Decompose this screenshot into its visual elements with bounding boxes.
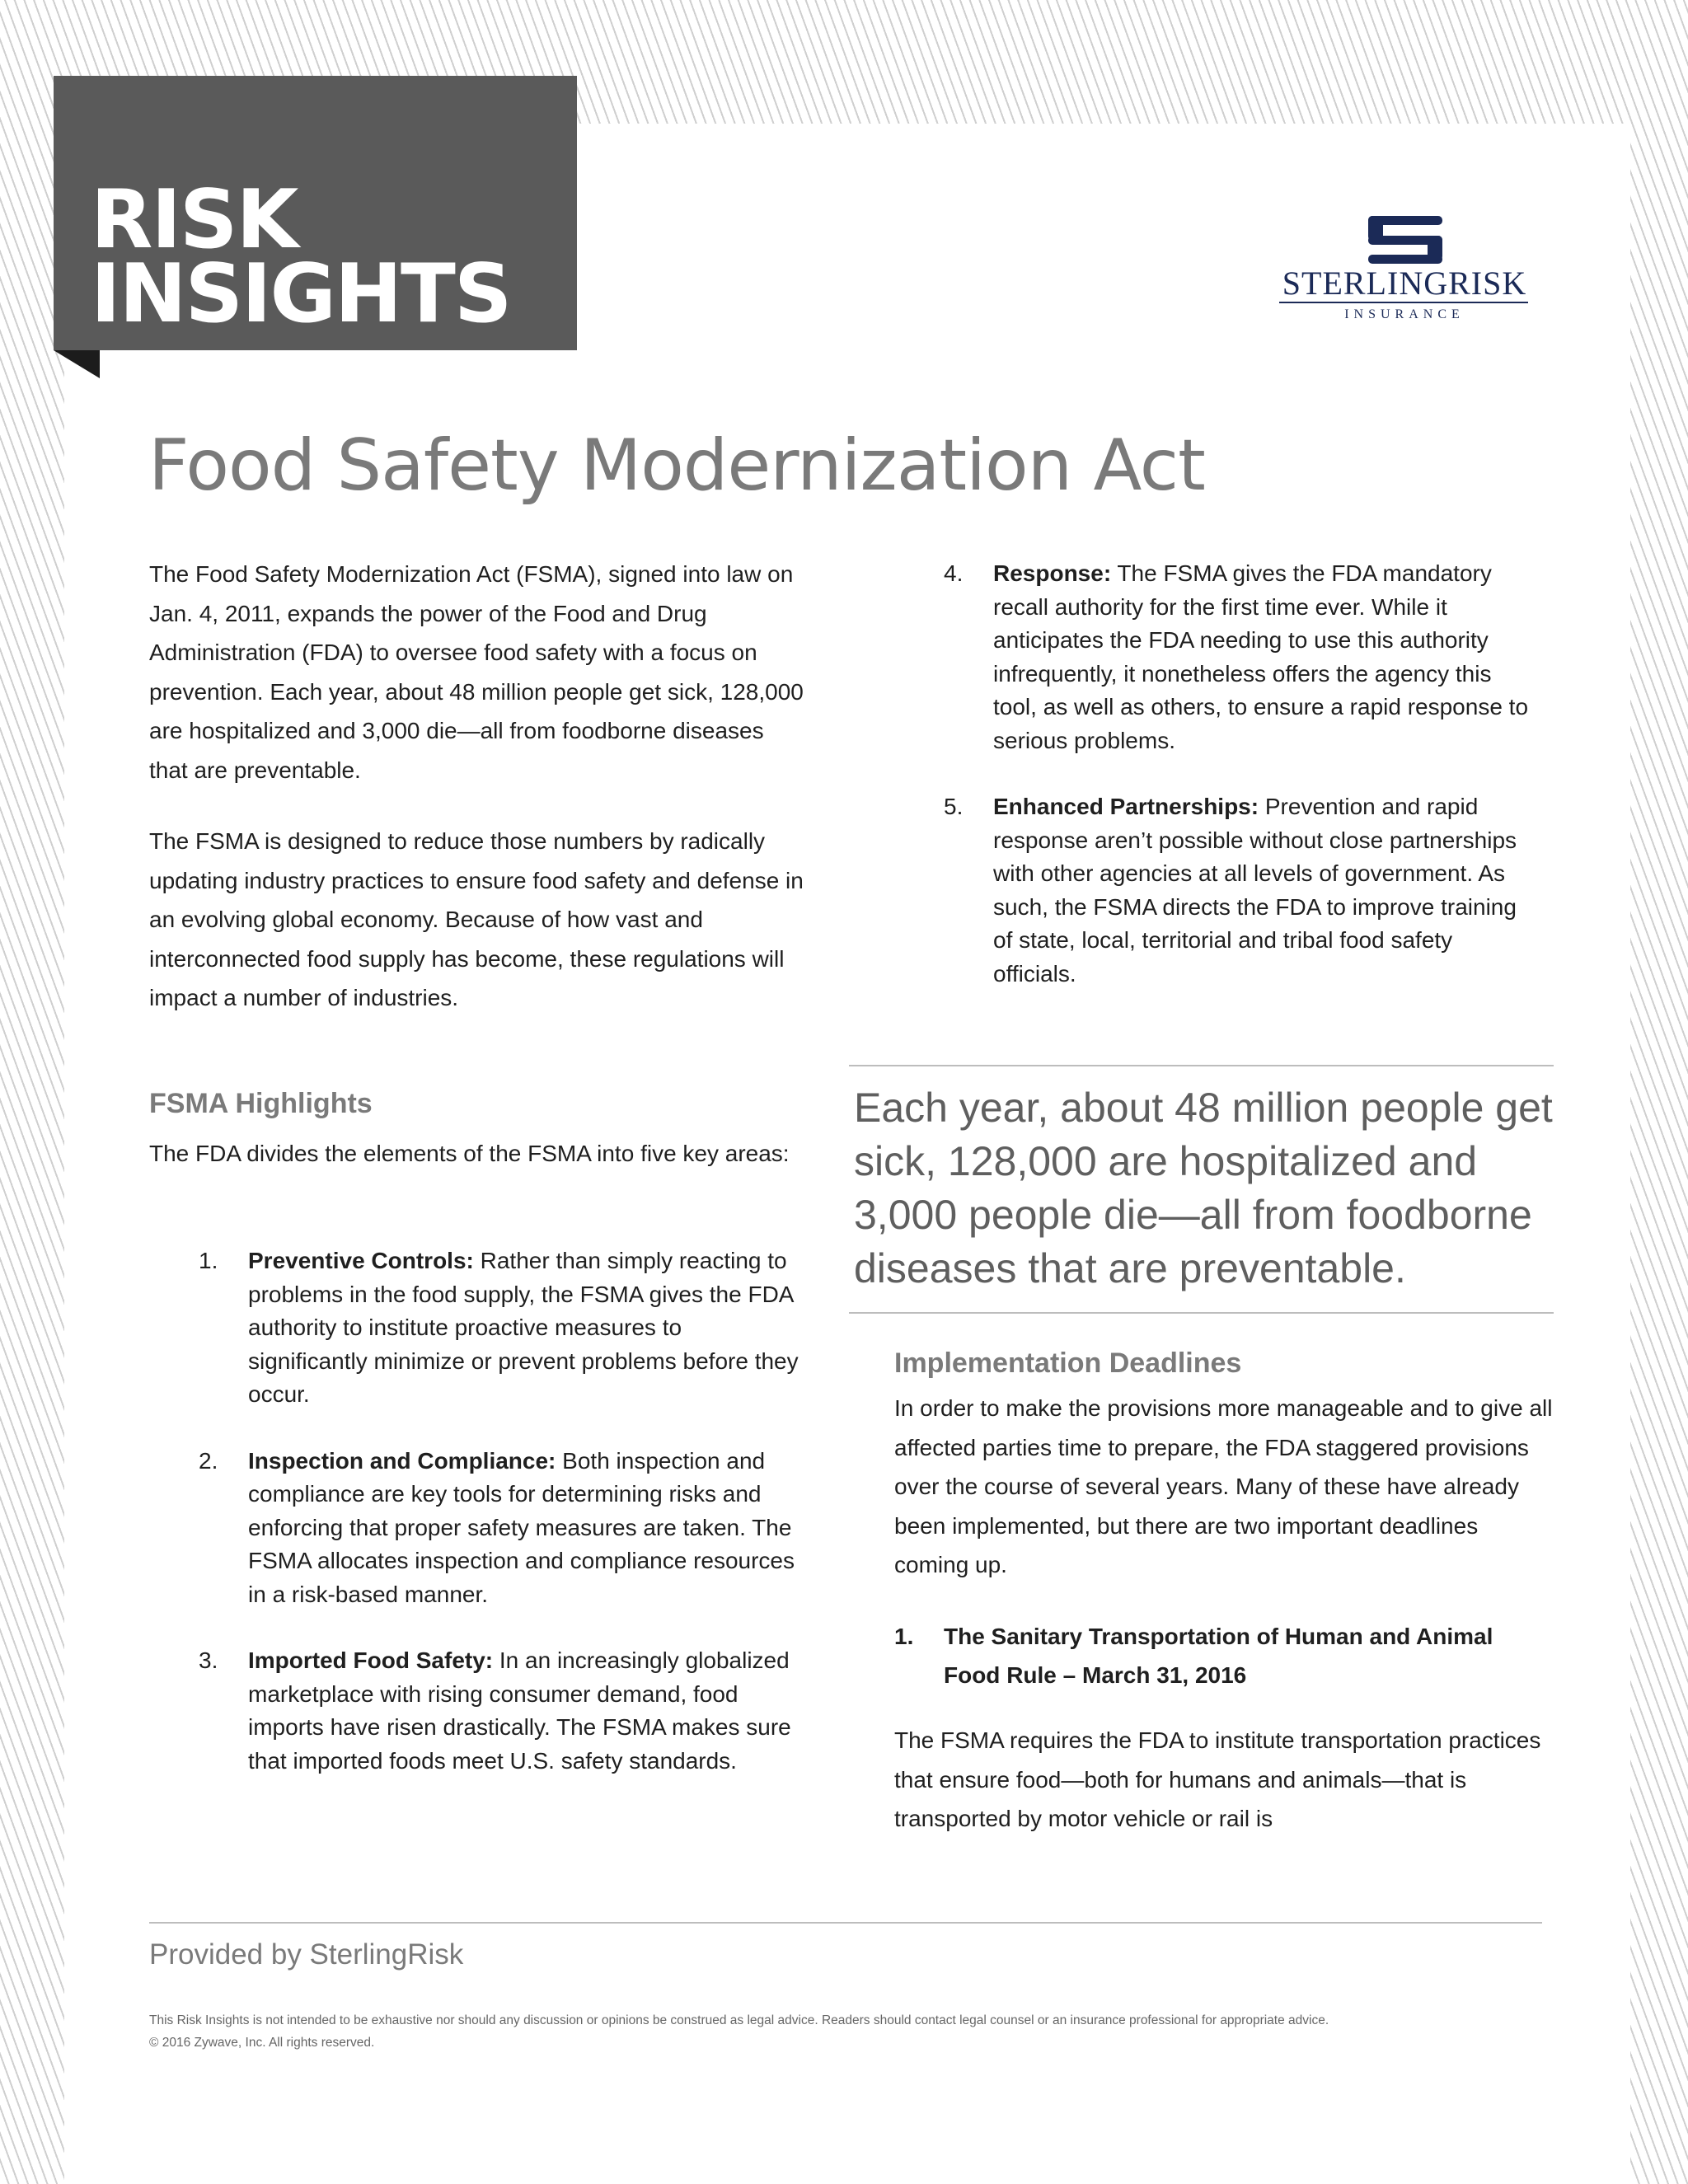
list-term: Imported Food Safety:: [248, 1647, 494, 1673]
logo-divider: [1279, 302, 1528, 303]
list-text: The FSMA gives the FDA mandatory recall authority for the first time ever. While it anticipates the FDA needing to use this authority infrequently, it nonetheless offers the agency this tool, as well as others, to ensure a rapid response to serious problems.: [993, 560, 1529, 753]
list-term: Preventive Controls:: [248, 1248, 474, 1273]
deadline-item-1-body: The FSMA requires the FDA to institute transportation practices that ensure food—both for humans and animals—that is transported by motor vehicle or rail is: [894, 1727, 1541, 1831]
list-item: [199, 1244, 804, 1412]
list-text: Both inspection and compliance are key tools for determining risks and enforcing that proper safety measures are taken. The FSMA allocates inspection and compliance resources in a risk-based manner.: [248, 1447, 795, 1607]
highlights-list-a: [199, 1244, 804, 1778]
deadlines-heading: Implementation Deadlines: [894, 1347, 1242, 1379]
list-text: Prevention and rapid response aren’t possible without close partnerships with other agencies at all levels of government. As such, the FSMA directs the FDA to improve training of state, local, territorial and tribal food safety officials.: [993, 794, 1517, 987]
list-number: 1.: [199, 1248, 218, 1273]
list-item: [944, 557, 1541, 757]
deadline-item-1: [894, 1617, 1554, 1694]
list-number: 4.: [944, 560, 964, 586]
intro-paragraph-1: The Food Safety Modernization Act (FSMA), signed into law on Jan. 4, 2011, expands the power of the Food and Drug Administration (FDA) to oversee food safety with a focus on prevention. Each year, about 48 million people get sick, 128,000 are hospitalized and 3,000 die—all from foodborne diseases that are preventable.: [149, 561, 804, 783]
disclaimer-line-1: This Risk Insights is not intended to be exhaustive nor should any discussion or opinions be construed as legal advice. Readers should contact legal counsel or an insurance professional for appropriate advice.: [149, 2013, 1329, 2027]
banner-line-1: RISK: [91, 173, 298, 267]
highlights-list-b: [944, 557, 1541, 991]
list-text: In an increasingly globalized marketplace with rising consumer demand, food imports have risen drastically. The FSMA makes sure that imported foods meet U.S. safety standards.: [248, 1647, 791, 1774]
deadline-title: The Sanitary Transportation of Human and Animal Food Rule – March 31, 2016: [944, 1624, 1493, 1688]
pullquote-bottom-rule: [849, 1312, 1554, 1314]
sterlingrisk-s-mark-icon: [1365, 216, 1446, 264]
provided-by: Provided by SterlingRisk: [149, 1938, 464, 1971]
list-number: 5.: [944, 794, 964, 819]
banner-title: [91, 173, 511, 341]
list-number: 2.: [199, 1447, 218, 1474]
footer-rule: [149, 1922, 1542, 1924]
logo-subtitle: INSURANCE: [1344, 307, 1465, 321]
pull-quote: Each year, about 48 million people get sick, 128,000 are hospitalized and 3,000 people die—all from foodborne diseases that are preventable.: [854, 1085, 1553, 1291]
list-term: Enhanced Partnerships:: [993, 794, 1259, 819]
highlights-heading: FSMA Highlights: [149, 1088, 373, 1119]
deadlines-lead: In order to make the provisions more manageable and to give all affected parties time to prepare, the FDA staggered provisions over the course of several years. Many of these have already been implemented, but there are two important deadlines coming up.: [894, 1395, 1553, 1577]
list-item: [199, 1644, 804, 1778]
list-number: 3.: [199, 1647, 218, 1673]
intro-paragraph-2: The FSMA is designed to reduce those numbers by radically updating industry practices to ensure food safety and defense in an evolving global economy. Because of how vast and interconnected food supply has become, these regulations will impact a number of industries.: [149, 828, 804, 1010]
deadline-number: 1.: [894, 1624, 914, 1649]
page-title: Food Safety Modernization Act: [148, 424, 1205, 507]
list-term: Inspection and Compliance:: [248, 1447, 556, 1474]
list-item: [944, 790, 1541, 991]
copyright-line: © 2016 Zywave, Inc. All rights reserved.: [149, 2036, 375, 2050]
banner-line-2: INSIGHTS: [91, 247, 511, 341]
banner-fold: [54, 350, 100, 378]
pullquote-top-rule: [849, 1065, 1554, 1066]
highlights-lead: The FDA divides the elements of the FSMA into five key areas:: [149, 1141, 790, 1166]
list-term: Response:: [993, 560, 1112, 586]
sterlingrisk-logo: [1276, 216, 1533, 325]
logo-name: STERLINGRISK: [1282, 265, 1527, 302]
list-item: [199, 1445, 804, 1612]
disclaimer: [149, 2009, 1550, 2054]
list-text: Rather than simply reacting to problems in the food supply, the FSMA gives the FDA authority to institute proactive measures to significantly minimize or prevent problems before they occur.: [248, 1248, 799, 1407]
